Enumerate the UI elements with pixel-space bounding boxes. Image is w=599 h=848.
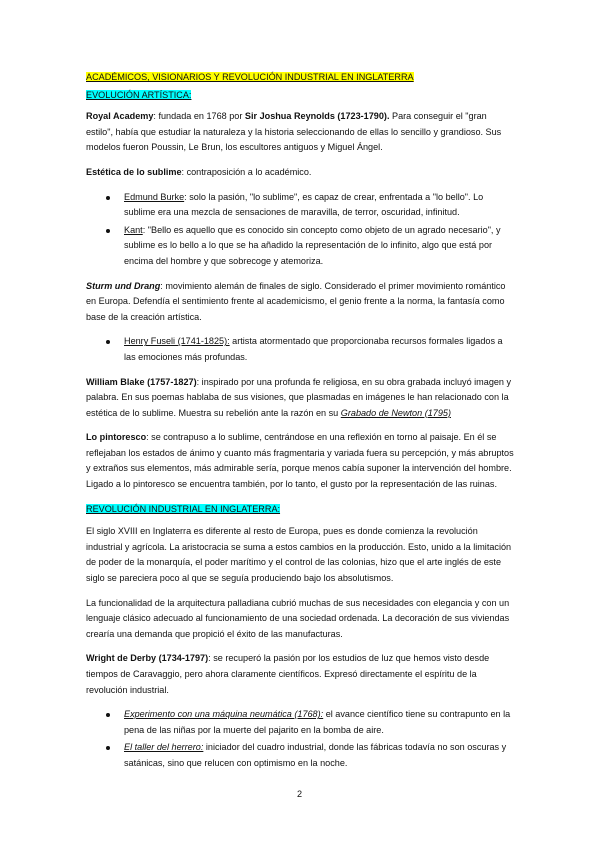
term-fuseli: Henry Fuseli (1741-1825): [124, 336, 230, 347]
title-text: ACADÉMICOS, VISIONARIOS Y REVOLUCIÓN INDUSTRIAL EN INGLATERRA [86, 72, 414, 82]
paragraph-wright [86, 651, 516, 698]
list-item-kant [86, 223, 516, 270]
paragraph-blake [86, 375, 516, 422]
paragraph-sturm-und-drang [86, 279, 516, 326]
term-reynolds: Sir Joshua Reynolds (1723-1790). [244, 111, 390, 122]
text: artista atormentado que proporcionaba recursos formales ligados a las emociones más profundas. [124, 336, 503, 362]
page-number: 2 [296, 789, 303, 799]
text: : "Bello es aquello que es conocido sin concepto como objeto de un agrado necesario", y sublime es lo bello a lo que se ha añadido la representación de lo infinito, algo que está por encima del hombre y que sobrecoge y atemoriza. [124, 224, 501, 266]
text: Para conseguir el "gran estilo", había que estudiar la naturaleza y la historia seleccionando de ellas lo sencillo y grandioso. Sus modelos fueron Poussin, Le Brun, los escultores antiguos y Miguel Ángel. [86, 111, 502, 153]
text: : se recuperó la pasión por los estudios de luz que hemos visto desde tiempos de Caravaggio, pero ahora claramente científicos. Expresó directamente el espíritu de la revolución industrial. [86, 653, 490, 695]
paragraph-estetica-sublime [86, 165, 516, 181]
work-herrero: El taller del herrero: [124, 742, 204, 753]
list-item-burke [86, 190, 516, 221]
paragraph-royal-academy [86, 109, 516, 156]
text: iniciador del cuadro industrial, donde las fábricas todavía no son oscuras y satánicas, sino que relucen con optimismo en la noche. [124, 742, 507, 768]
document-title [86, 70, 516, 86]
text: : solo la pasión, "lo sublime", es capaz de crear, enfrentada a "lo bello". Lo sublime era una mezcla de sensaciones de maravilla, de terror, oscuridad, infinitud. [124, 191, 484, 218]
section-heading-evolucion [86, 88, 516, 104]
text: el avance científico tiene su contrapunto en la pena de las niñas por la muerte del pajarito en la bomba de aire. [124, 709, 511, 735]
term-kant: Kant [124, 224, 143, 235]
page-content [86, 70, 516, 781]
paragraph-industrial: El siglo XVIII en Inglaterra es diferente al resto de Europa, pues es donde comienza la revolución industrial y agrícola. La aristocracia se suma a estos cambios en la producción. Esto, unido a la limitación de poder de la monarquía, el poder marítimo y el control de las colonias, hizo que el arte inglés de este siglo se pareciera poco al que se seguía produciendo bajo los absolutismos. [86, 526, 512, 584]
section-heading-text: REVOLUCIÓN INDUSTRIAL EN INGLATERRA: [86, 503, 281, 514]
paragraph-pintoresco [86, 430, 516, 492]
text: : se contrapuso a lo sublime, centrándose en una reflexión en torno al paisaje. En él se reflejaban los estados de ánimo y cuanto más fragmentaria y variada fuera su percepción, y más abruptos y extraños sus elementos, más admirable sería, porque menos cabía suponer la intervención del hombre. Ligado a lo pintoresco se encuentra también, por lo tanto, el gusto por la representación de las ruinas. [86, 432, 514, 490]
list-fuseli [86, 334, 516, 365]
work-grabado-newton: Grabado de Newton (1795) [340, 407, 451, 418]
term-burke: Edmund Burke [124, 191, 185, 202]
list-wright-works [86, 707, 516, 771]
list-item-fuseli [86, 334, 516, 365]
list-sublime [86, 190, 516, 270]
list-item-herrero [86, 740, 516, 771]
term-sturm-und-drang: Sturm und Drang [86, 280, 161, 291]
term-blake: William Blake (1757-1827) [86, 376, 197, 387]
text: : contraposición a lo académico. [181, 166, 312, 177]
term-wright: Wright de Derby (1734-1797) [86, 653, 209, 664]
section-heading-text: EVOLUCIÓN ARTÍSTICA: [86, 89, 192, 100]
text: : inspirado por una profunda fe religiosa, en su obra grabada incluyó imagen y palabra. En sus poemas hablaba de sus visiones, que plasmadas en imágenes le han relacionado con la estética de lo sublime. Muestra su rebelión ante la razón en su [86, 376, 512, 418]
term-royal-academy: Royal Academy [86, 111, 154, 122]
work-experimento: Experimento con una máquina neumática (1768): [124, 709, 324, 720]
text: : fundada en 1768 por [153, 111, 245, 122]
paragraph-palladiana: La funcionalidad de la arquitectura palladiana cubrió muchas de sus necesidades con elegancia y con un lenguaje clásico adecuado al funcionamiento de una sociedad ordenada. La decoración de sus viviendas crearía una demanda que propició el éxito de las manufacturas. [86, 597, 510, 639]
list-item-experimento [86, 707, 516, 738]
section-heading-revolucion [86, 502, 516, 518]
term-pintoresco: Lo pintoresco [86, 432, 147, 443]
term-estetica-sublime: Estética de lo sublime [86, 166, 182, 177]
text: : movimiento alemán de finales de siglo. Considerado el primer movimiento romántico en Europa. Defendía el sentimiento frente al academicismo, el genio frente a la norma, la fantasía como base de la creación artística. [86, 280, 506, 322]
